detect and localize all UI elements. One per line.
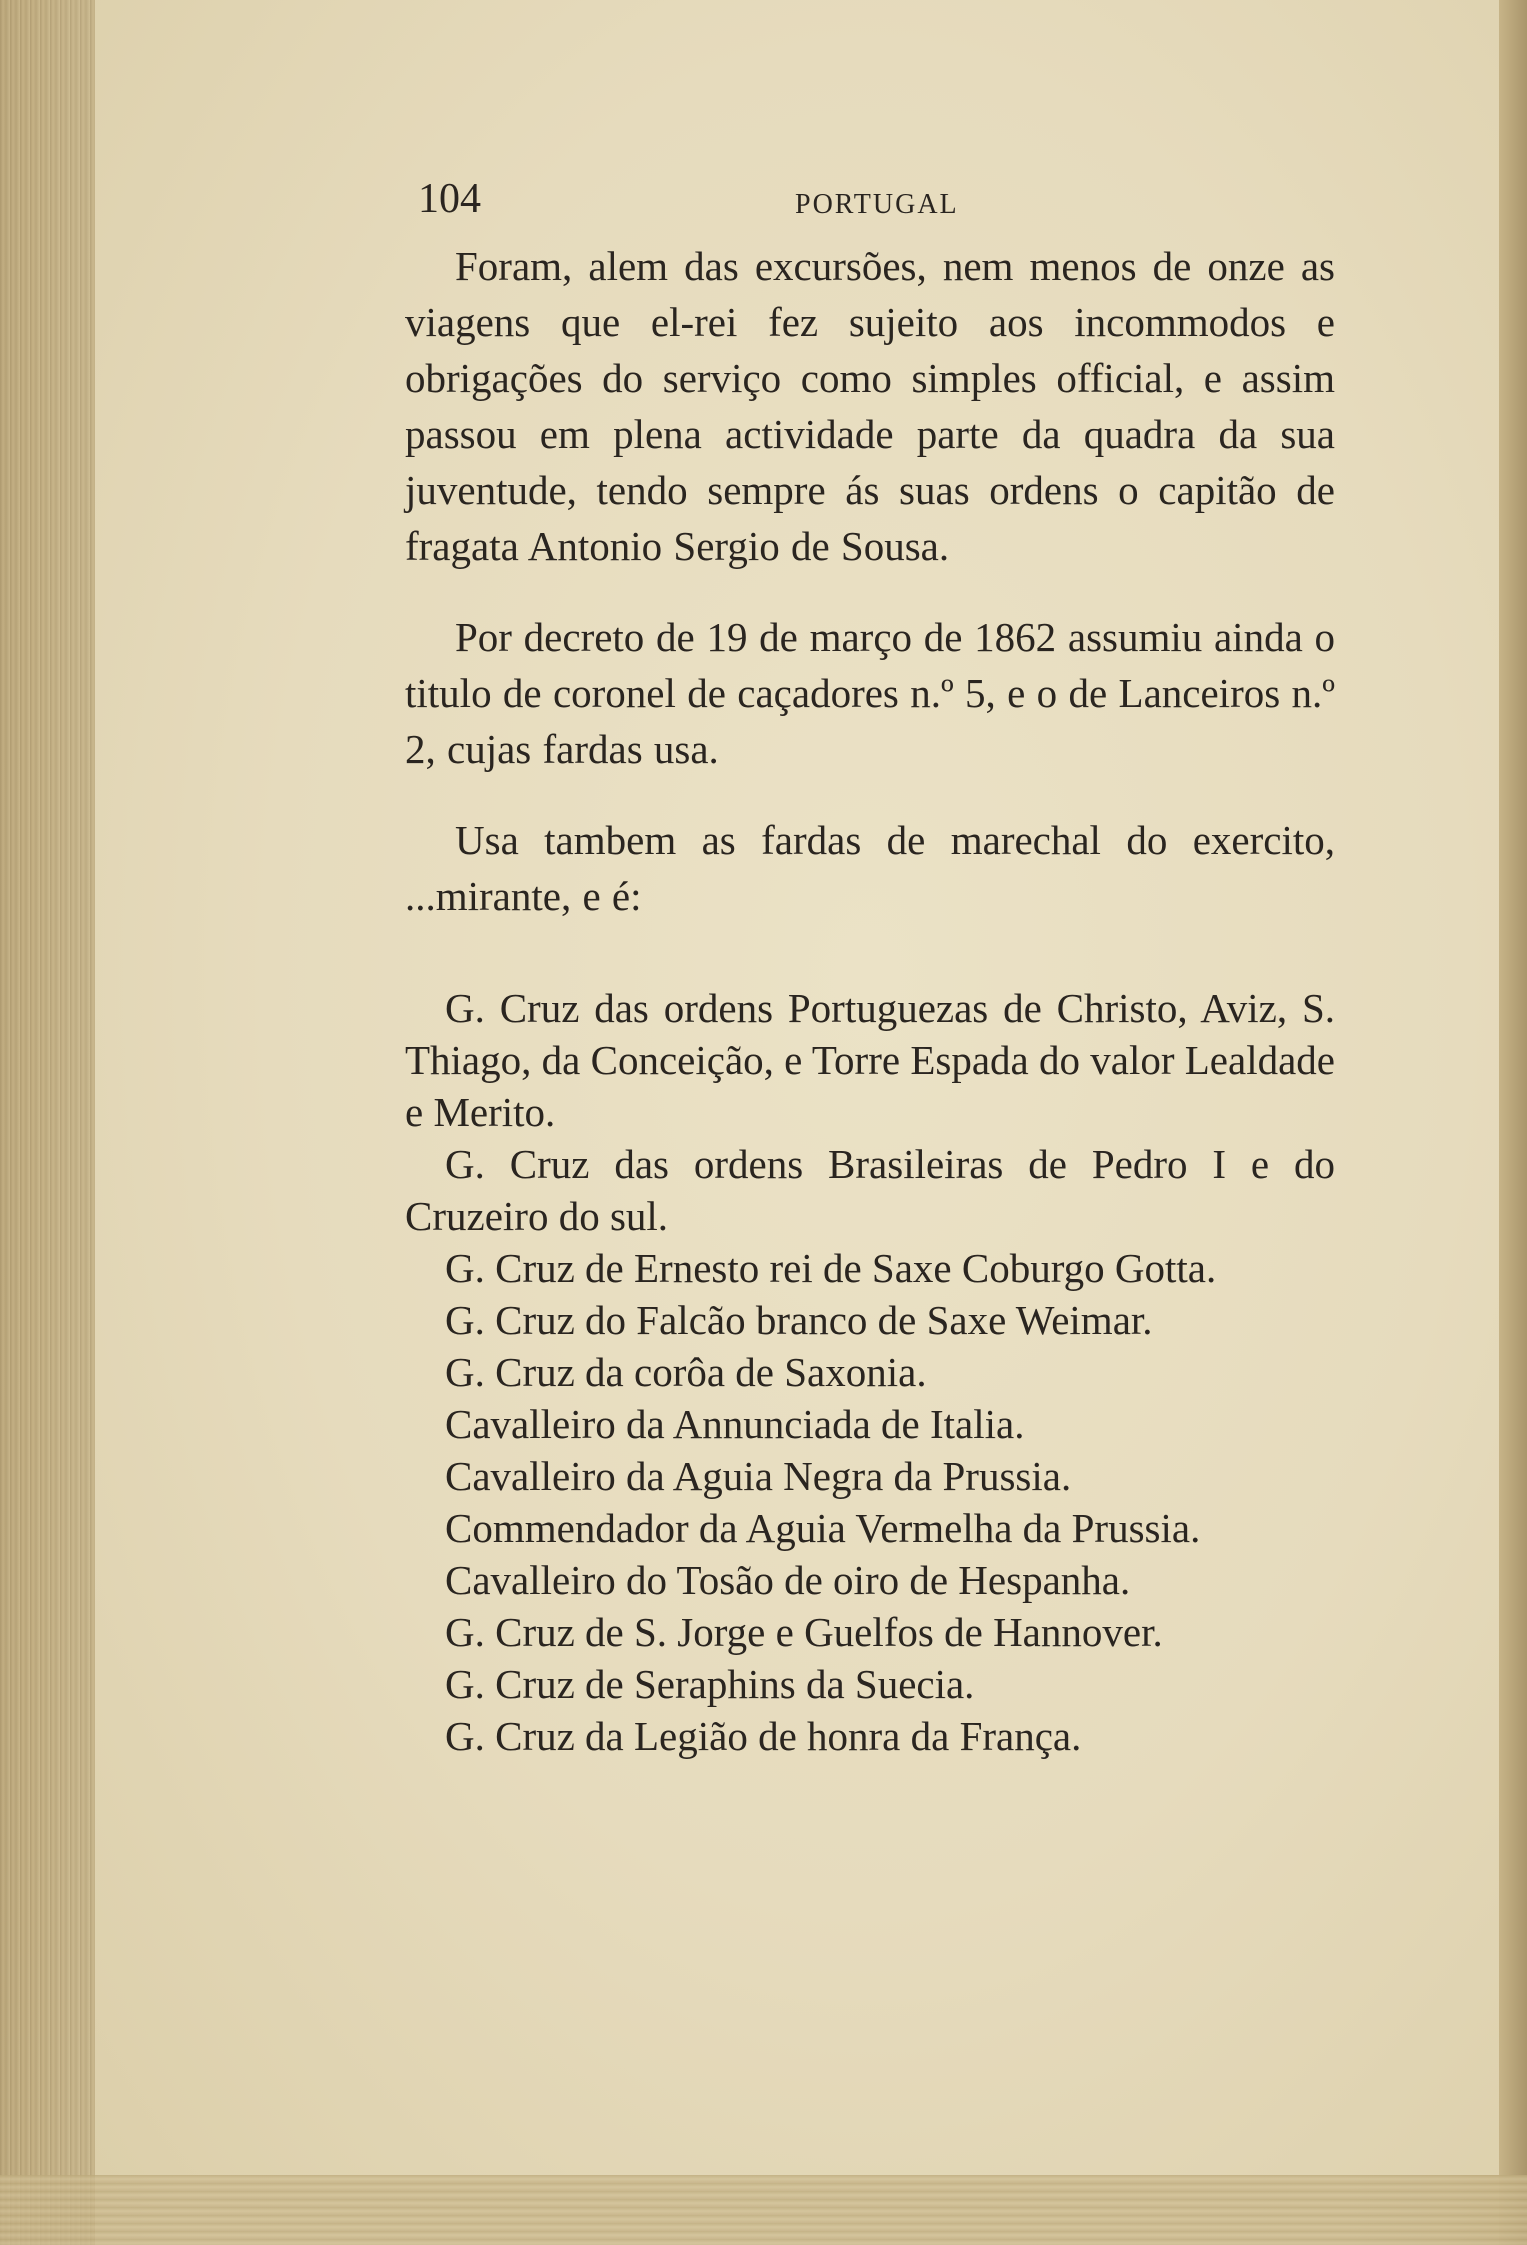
page-number: 104 bbox=[418, 176, 481, 222]
book-page-edges-left bbox=[0, 0, 95, 2245]
decoration-item: G. Cruz do Falcão branco de Saxe Weimar. bbox=[445, 1297, 1153, 1343]
running-head bbox=[405, 175, 1335, 235]
decoration-item: Cavalleiro do Tosão de oiro de Hespanha. bbox=[445, 1557, 1131, 1603]
decorations-list bbox=[405, 982, 1335, 1762]
decoration-item: G. Cruz de Seraphins da Suecia. bbox=[445, 1661, 975, 1707]
decoration-item: G. Cruz das ordens Brasileiras de Pedro I e do Cruzeiro do sul. bbox=[405, 1141, 1335, 1239]
decoration-item: Cavalleiro da Aguia Negra da Prussia. bbox=[445, 1453, 1072, 1499]
decoration-item: G. Cruz da corôa de Saxonia. bbox=[445, 1349, 927, 1395]
paragraph-excursions: Foram, alem das excursões, nem menos de onze as viagens que el-rei fez sujeito aos incommodos e obrigações do serviço como simples official, e assim passou em plena actividade parte da quadra da sua juventude, tendo sempre ás suas ordens o capitão de fragata Antonio Sergio de Sousa. bbox=[405, 243, 1335, 569]
paragraph-uniforms: Usa tambem as fardas de marechal do exercito, ...mirante, e é: bbox=[405, 817, 1335, 919]
decoration-item: G. Cruz de Ernesto rei de Saxe Coburgo Gotta. bbox=[445, 1245, 1217, 1291]
book-page-edge-right bbox=[1499, 0, 1527, 2245]
decoration-item: Commendador da Aguia Vermelha da Prussia. bbox=[445, 1505, 1201, 1551]
page-text-block bbox=[405, 175, 1335, 1762]
decoration-item: G. Cruz de S. Jorge e Guelfos de Hannover. bbox=[445, 1609, 1163, 1655]
decoration-item: G. Cruz das ordens Portuguezas de Christo, Aviz, S. Thiago, da Conceição, e Torre Espada do valor Lealdade e Merito. bbox=[405, 985, 1335, 1135]
decoration-item: G. Cruz da Legião de honra da França. bbox=[445, 1713, 1082, 1759]
running-title: PORTUGAL bbox=[795, 189, 959, 220]
decoration-item: Cavalleiro da Annunciada de Italia. bbox=[445, 1401, 1025, 1447]
book-page-edges-bottom bbox=[0, 2175, 1527, 2245]
paragraph-decree: Por decreto de 19 de março de 1862 assumiu ainda o titulo de coronel de caçadores n.º 5, e o de Lanceiros n.º 2, cujas fardas usa. bbox=[405, 614, 1335, 772]
